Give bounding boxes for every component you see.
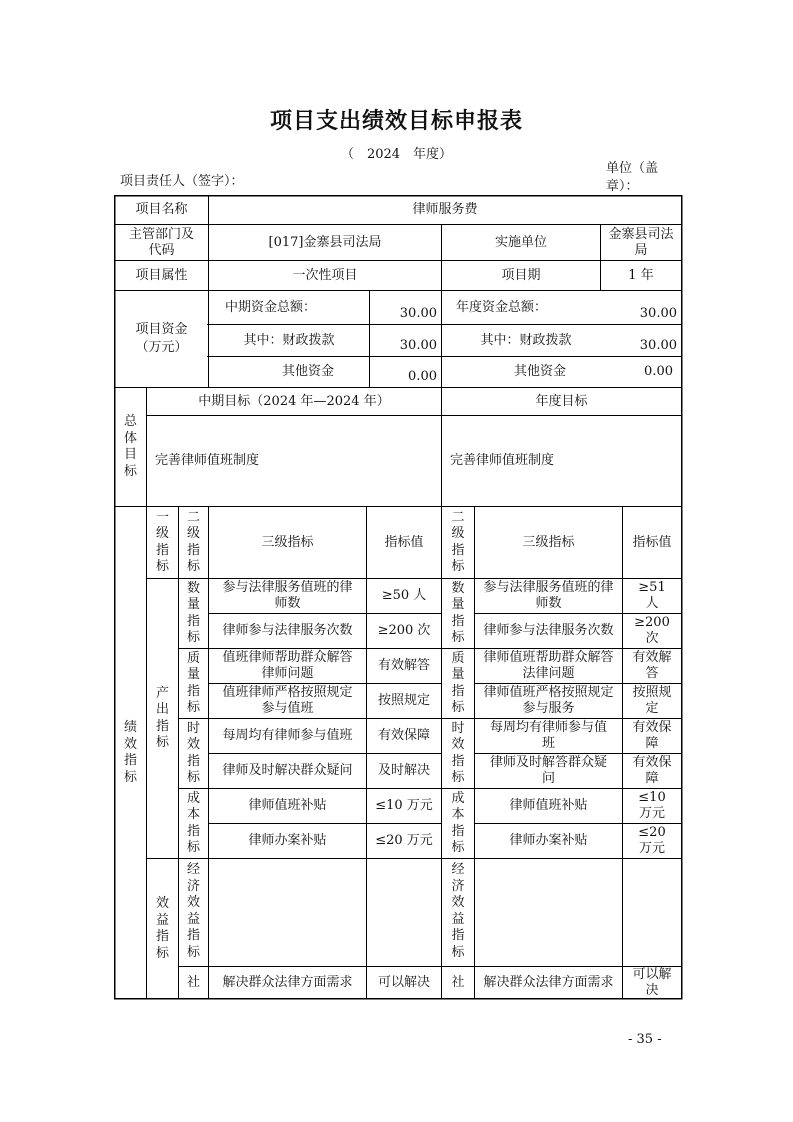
quality-indicator: 质量指标: [186, 650, 200, 715]
year-goal-header: 年度目标: [535, 393, 588, 409]
dept-label: 主管部门及代码: [129, 226, 195, 258]
fund-label: 项目资金（万元）: [135, 322, 188, 355]
cost-indicator-right: 成本指标: [451, 790, 465, 855]
table-row-value-right: ≥200次: [634, 615, 670, 646]
table-row-value-right: 有效保障: [632, 720, 672, 751]
table-row-cell-right: 律师参与法律服务次数: [483, 623, 614, 638]
unit-seal-line2: 章）：: [606, 179, 639, 194]
year-other-value: 0.00: [644, 364, 673, 379]
mid-total-value: 30.00: [399, 306, 437, 321]
impl-unit-label: 实施单位: [494, 234, 547, 250]
table-row-value-right: 按照规定: [632, 685, 672, 716]
economic-benefit-indicator-right: 经济效益指标: [451, 862, 465, 960]
table-row-cell: 参与法律服务值班的律师数: [222, 580, 353, 611]
table-row-value-right: [623, 859, 681, 966]
table-row-value-right: 可以解决: [632, 967, 672, 998]
year-other-label: 其他资金: [513, 364, 566, 379]
year-total-value: 30.00: [639, 306, 677, 321]
header-level3: 三级指标: [261, 534, 314, 550]
table-row-value: 有效保障: [377, 728, 430, 743]
table-row-value: ≤20 万元: [375, 833, 433, 848]
table-row-cell-right: 律师值班帮助群众解答法律问题: [483, 650, 614, 681]
table-row-value-right: ≤20万元: [638, 825, 666, 856]
mid-total-label: 中期资金总额：: [225, 299, 317, 315]
header-level2: 二级指标: [186, 509, 200, 574]
period-label: 项目期: [501, 267, 541, 283]
project-name-value: 律师服务费: [412, 202, 478, 217]
table-row-cell: 律师及时解决群众疑问: [222, 763, 353, 778]
year-fiscal-value: 30.00: [639, 338, 677, 353]
social-benefit-indicator: 社: [186, 974, 200, 990]
dept-value: [017]金寨县司法局: [268, 234, 382, 250]
table-row-cell: 每周均有律师参与值班: [222, 728, 353, 743]
impl-unit-value: 金寨县司法局: [608, 226, 674, 258]
table-row-cell: 值班律师帮助群众解答律师问题: [222, 650, 353, 681]
year-line: （ 2024 年度）: [340, 147, 453, 162]
unit-seal-line1: 单位（盖: [606, 161, 659, 176]
timeliness-indicator-right: 时效指标: [451, 720, 465, 785]
page-number: - 35 -: [628, 1032, 662, 1047]
period-value: 1 年: [628, 267, 654, 283]
mid-fiscal-value: 30.00: [399, 338, 437, 353]
table-row-cell-right: 律师办案补贴: [509, 833, 588, 848]
mid-goal-header: 中期目标（2024 年—2024 年）: [198, 393, 390, 409]
attr-label: 项目属性: [135, 267, 188, 283]
table-row-cell: 律师值班补贴: [248, 798, 327, 813]
mid-other-label: 其他资金: [281, 364, 334, 379]
mid-goal-text: 完善律师值班制度: [155, 453, 260, 468]
social-benefit-indicator-right: 社: [451, 974, 465, 990]
mid-fiscal-label: 其中：财政拨款: [243, 332, 335, 348]
cost-indicator: 成本指标: [186, 790, 200, 855]
quantity-indicator: 数量指标: [186, 580, 200, 645]
header-value: 指标值: [384, 534, 424, 550]
table-row-value: 及时解决: [377, 763, 430, 778]
table-row-cell: 值班律师严格按照规定参与值班: [222, 685, 353, 716]
table-row-cell-right: 参与法律服务值班的律师数: [483, 580, 614, 611]
timeliness-indicator: 时效指标: [186, 720, 200, 785]
table-row-value: ≥50 人: [381, 588, 427, 603]
output-indicator-label: 产出指标: [155, 685, 169, 750]
unit-seal-label: [606, 160, 676, 196]
table-row-cell-right: 律师及时解答群众疑问: [489, 755, 607, 786]
header-level1: 一级指标: [155, 509, 169, 574]
economic-benefit-indicator: 经济效益指标: [186, 862, 200, 960]
table-row-value-right: 有效解答: [632, 650, 672, 681]
mid-other-value: 0.00: [408, 369, 437, 384]
table-row-value: 有效解答: [377, 658, 430, 673]
performance-indicator-label: 绩效指标: [123, 720, 137, 785]
table-row-cell: 解决群众法律方面需求: [222, 975, 353, 990]
table-row-cell-right: 律师值班补贴: [509, 798, 588, 813]
header-level2-right: 二级指标: [451, 509, 465, 574]
quantity-indicator-right: 数量指标: [451, 580, 465, 645]
page-title: 项目支出绩效目标申报表: [269, 109, 523, 134]
table-row-value-right: ≤10万元: [638, 790, 666, 821]
attr-value: 一次性项目: [292, 267, 358, 283]
table-row-cell: 律师参与法律服务次数: [222, 623, 353, 638]
table-row-value: [367, 859, 441, 966]
project-name-label: 项目名称: [135, 202, 188, 217]
table-row-cell-right: 每周均有律师参与值班: [489, 720, 607, 751]
header-level3-right: 三级指标: [522, 534, 575, 550]
benefit-indicator-label: 效益指标: [155, 896, 169, 961]
table-row-value: 可以解决: [377, 975, 430, 990]
overall-goal-label: 总体目标: [123, 414, 137, 479]
table-row-cell-right: 解决群众法律方面需求: [483, 975, 614, 990]
quality-indicator-right: 质量指标: [451, 650, 465, 715]
header-value-right: 指标值: [632, 534, 672, 550]
table-row-value: ≤10 万元: [375, 798, 433, 813]
year-goal-text: 完善律师值班制度: [450, 453, 555, 468]
table-row-cell-right: 律师值班严格按照规定参与服务: [483, 685, 614, 716]
table-row-cell: [209, 859, 366, 966]
table-row-cell: 律师办案补贴: [248, 833, 327, 848]
year-fiscal-label: 其中：财政拨款: [480, 332, 572, 348]
table-row-value: ≥200 次: [377, 623, 431, 638]
table-row-value-right: 有效保障: [632, 755, 672, 786]
table-row-cell-right: [475, 859, 622, 966]
responsible-person-label: 项目责任人（签字）：: [120, 174, 244, 189]
table-row-value: 按照规定: [377, 693, 430, 708]
year-total-label: 年度资金总额：: [456, 299, 548, 315]
table-row-value-right: ≥51人: [638, 580, 666, 611]
